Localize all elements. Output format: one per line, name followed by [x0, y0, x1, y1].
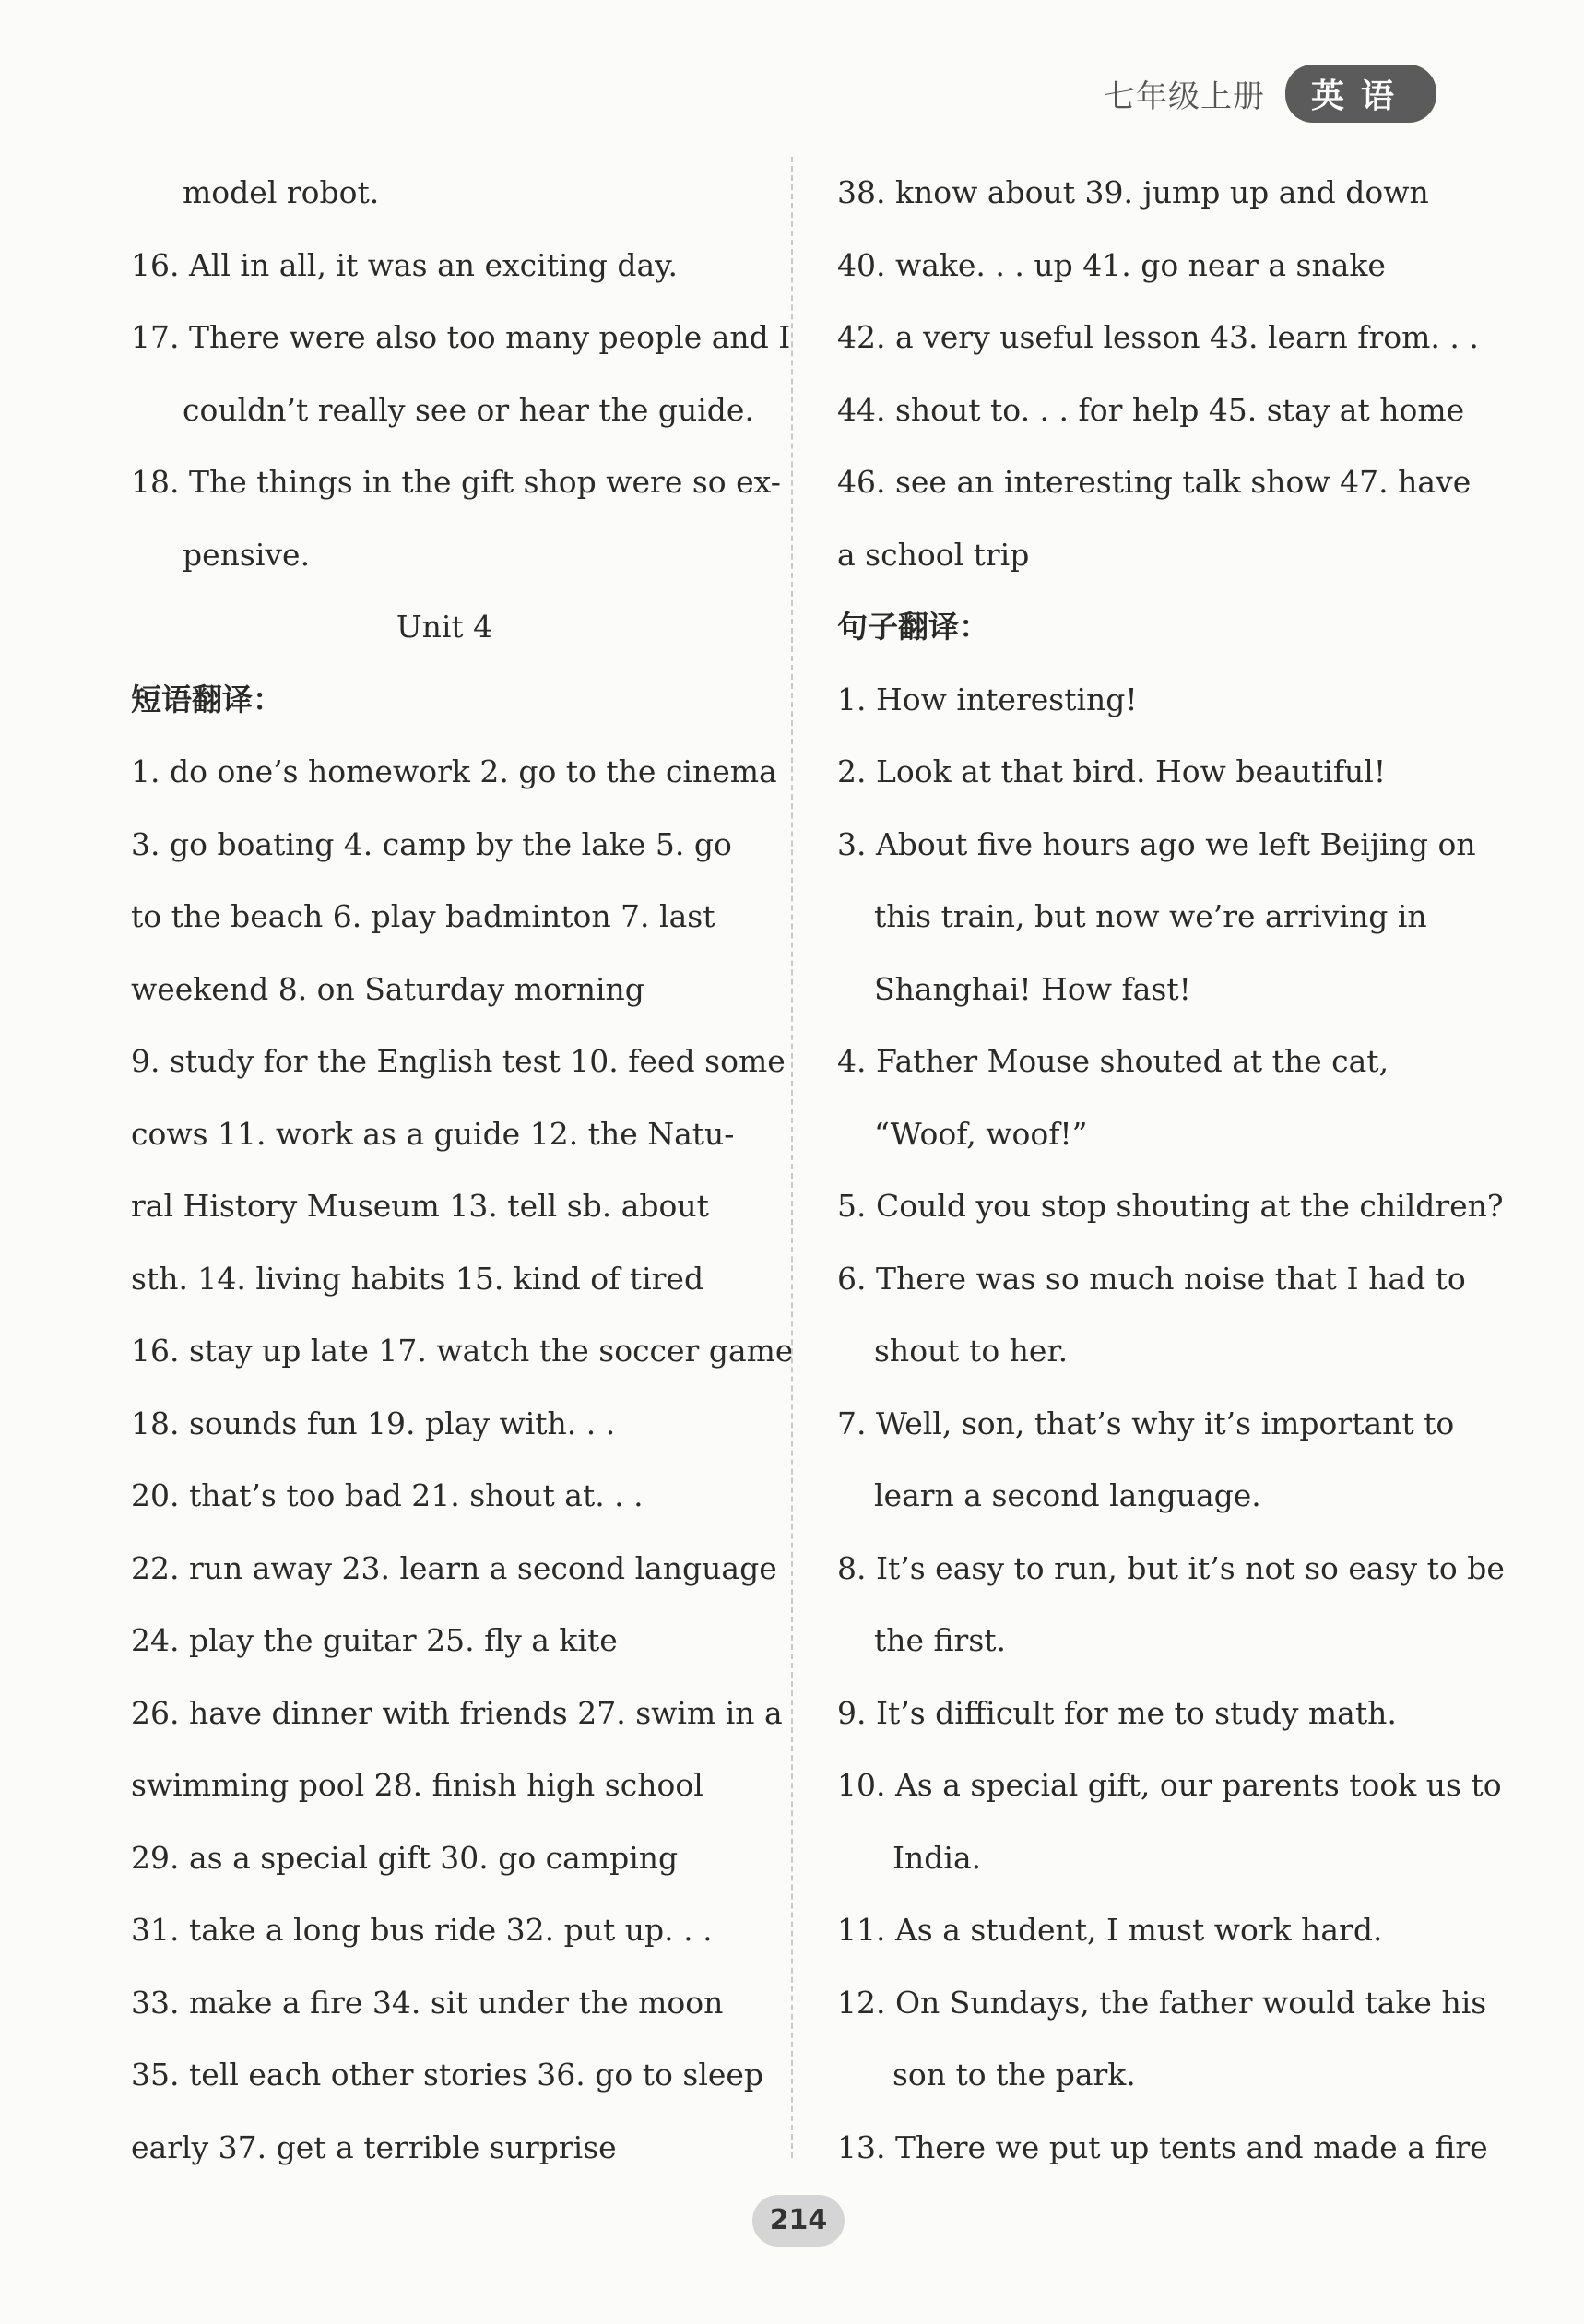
text-line: pensive. — [183, 536, 311, 573]
text-line: 5. Could you stop shouting at the children? — [837, 1188, 1504, 1224]
text-line: shout to her. — [874, 1333, 1069, 1369]
text-line: 20. that’s too bad 21. shout at. . . — [131, 1477, 644, 1513]
grade-label: 七年级上册 — [1103, 78, 1265, 115]
text-line: “Woof, woof!” — [874, 1115, 1088, 1152]
text-line: 1. How interesting! — [837, 681, 1138, 717]
text-line: learn a second language. — [874, 1477, 1261, 1513]
text-line: 7. Well, son, that’s why it’s important to — [837, 1405, 1455, 1441]
text-line: son to the park. — [892, 2057, 1136, 2093]
left-column — [131, 157, 794, 2184]
text-line: India. — [892, 1839, 982, 1876]
text-line: 12. On Sundays, the father would take his — [837, 1984, 1487, 2021]
text-line: 9. It’s difficult for me to study math. — [837, 1694, 1397, 1731]
section-heading-phrases: 短语翻译： — [131, 681, 283, 717]
section-heading-sentences: 句子翻译： — [837, 609, 989, 645]
text-line: weekend 8. on Saturday morning — [131, 970, 644, 1007]
text-line: 40. wake. . . up 41. go near a snake — [837, 246, 1386, 283]
column-divider — [791, 157, 793, 2158]
text-line: 3. About five hours ago we left Beijing on — [837, 825, 1476, 862]
text-line: this train, but now we’re arriving in — [874, 898, 1427, 934]
right-column — [837, 157, 1505, 2184]
text-line: 22. run away 23. learn a second language — [131, 1549, 777, 1586]
text-line: Shanghai! How fast! — [874, 970, 1191, 1007]
text-line: 33. make a fire 34. sit under the moon — [131, 1984, 724, 2021]
text-line: 46. see an interesting talk show 47. have — [837, 464, 1472, 500]
subject-badge: 英语 — [1285, 65, 1436, 123]
text-line: 8. It’s easy to run, but it’s not so easy to be — [837, 1549, 1505, 1586]
text-line: 29. as a special gift 30. go camping — [131, 1839, 679, 1876]
unit-heading: Unit 4 — [396, 609, 493, 645]
text-line: 4. Father Mouse shouted at the cat, — [837, 1043, 1389, 1079]
text-line: 11. As a student, I must work hard. — [837, 1912, 1383, 1948]
text-line: 24. play the guitar 25. fly a kite — [131, 1622, 618, 1658]
text-line: 38. know about 39. jump up and down — [837, 174, 1429, 210]
text-line: 44. shout to. . . for help 45. stay at home — [837, 391, 1465, 428]
text-line: 13. There we put up tents and made a fire — [837, 2128, 1488, 2165]
text-line: early 37. get a terrible surprise — [131, 2128, 617, 2165]
text-line: 35. tell each other stories 36. go to sleep — [131, 2057, 764, 2093]
text-line: ral History Museum 13. tell sb. about — [131, 1188, 709, 1224]
text-line: 6. There was so much noise that I had to — [837, 1260, 1466, 1297]
text-line: 16. stay up late 17. watch the soccer game — [131, 1333, 794, 1369]
text-line: 42. a very useful lesson 43. learn from. . . — [837, 319, 1479, 355]
text-line: 17. There were also too many people and I — [131, 319, 791, 355]
text-line: couldn’t really see or hear the guide. — [183, 391, 754, 428]
text-line: 31. take a long bus ride 32. put up. . . — [131, 1912, 713, 1948]
text-line: 3. go boating 4. camp by the lake 5. go — [131, 825, 732, 862]
text-line: 18. sounds fun 19. play with. . . — [131, 1405, 616, 1441]
text-line: 9. study for the English test 10. feed some — [131, 1043, 786, 1079]
text-line: 1. do one’s homework 2. go to the cinema — [131, 753, 777, 789]
text-line: sth. 14. living habits 15. kind of tired — [131, 1260, 704, 1297]
text-line: 10. As a special gift, our parents took us to — [837, 1767, 1502, 1803]
text-line: 18. The things in the gift shop were so ex- — [131, 464, 781, 500]
text-line: 2. Look at that bird. How beautiful! — [837, 753, 1387, 789]
page-header — [1104, 65, 1436, 123]
text-line: the first. — [874, 1622, 1007, 1658]
page-number: 214 — [752, 2195, 845, 2247]
text-line: 16. All in all, it was an exciting day. — [131, 246, 678, 283]
text-line: 26. have dinner with friends 27. swim in a — [131, 1694, 783, 1731]
text-line: model robot. — [183, 174, 380, 210]
text-line: cows 11. work as a guide 12. the Natu- — [131, 1115, 735, 1152]
text-line: swimming pool 28. finish high school — [131, 1767, 703, 1803]
text-line: to the beach 6. play badminton 7. last — [131, 898, 715, 934]
text-line: a school trip — [837, 536, 1030, 573]
